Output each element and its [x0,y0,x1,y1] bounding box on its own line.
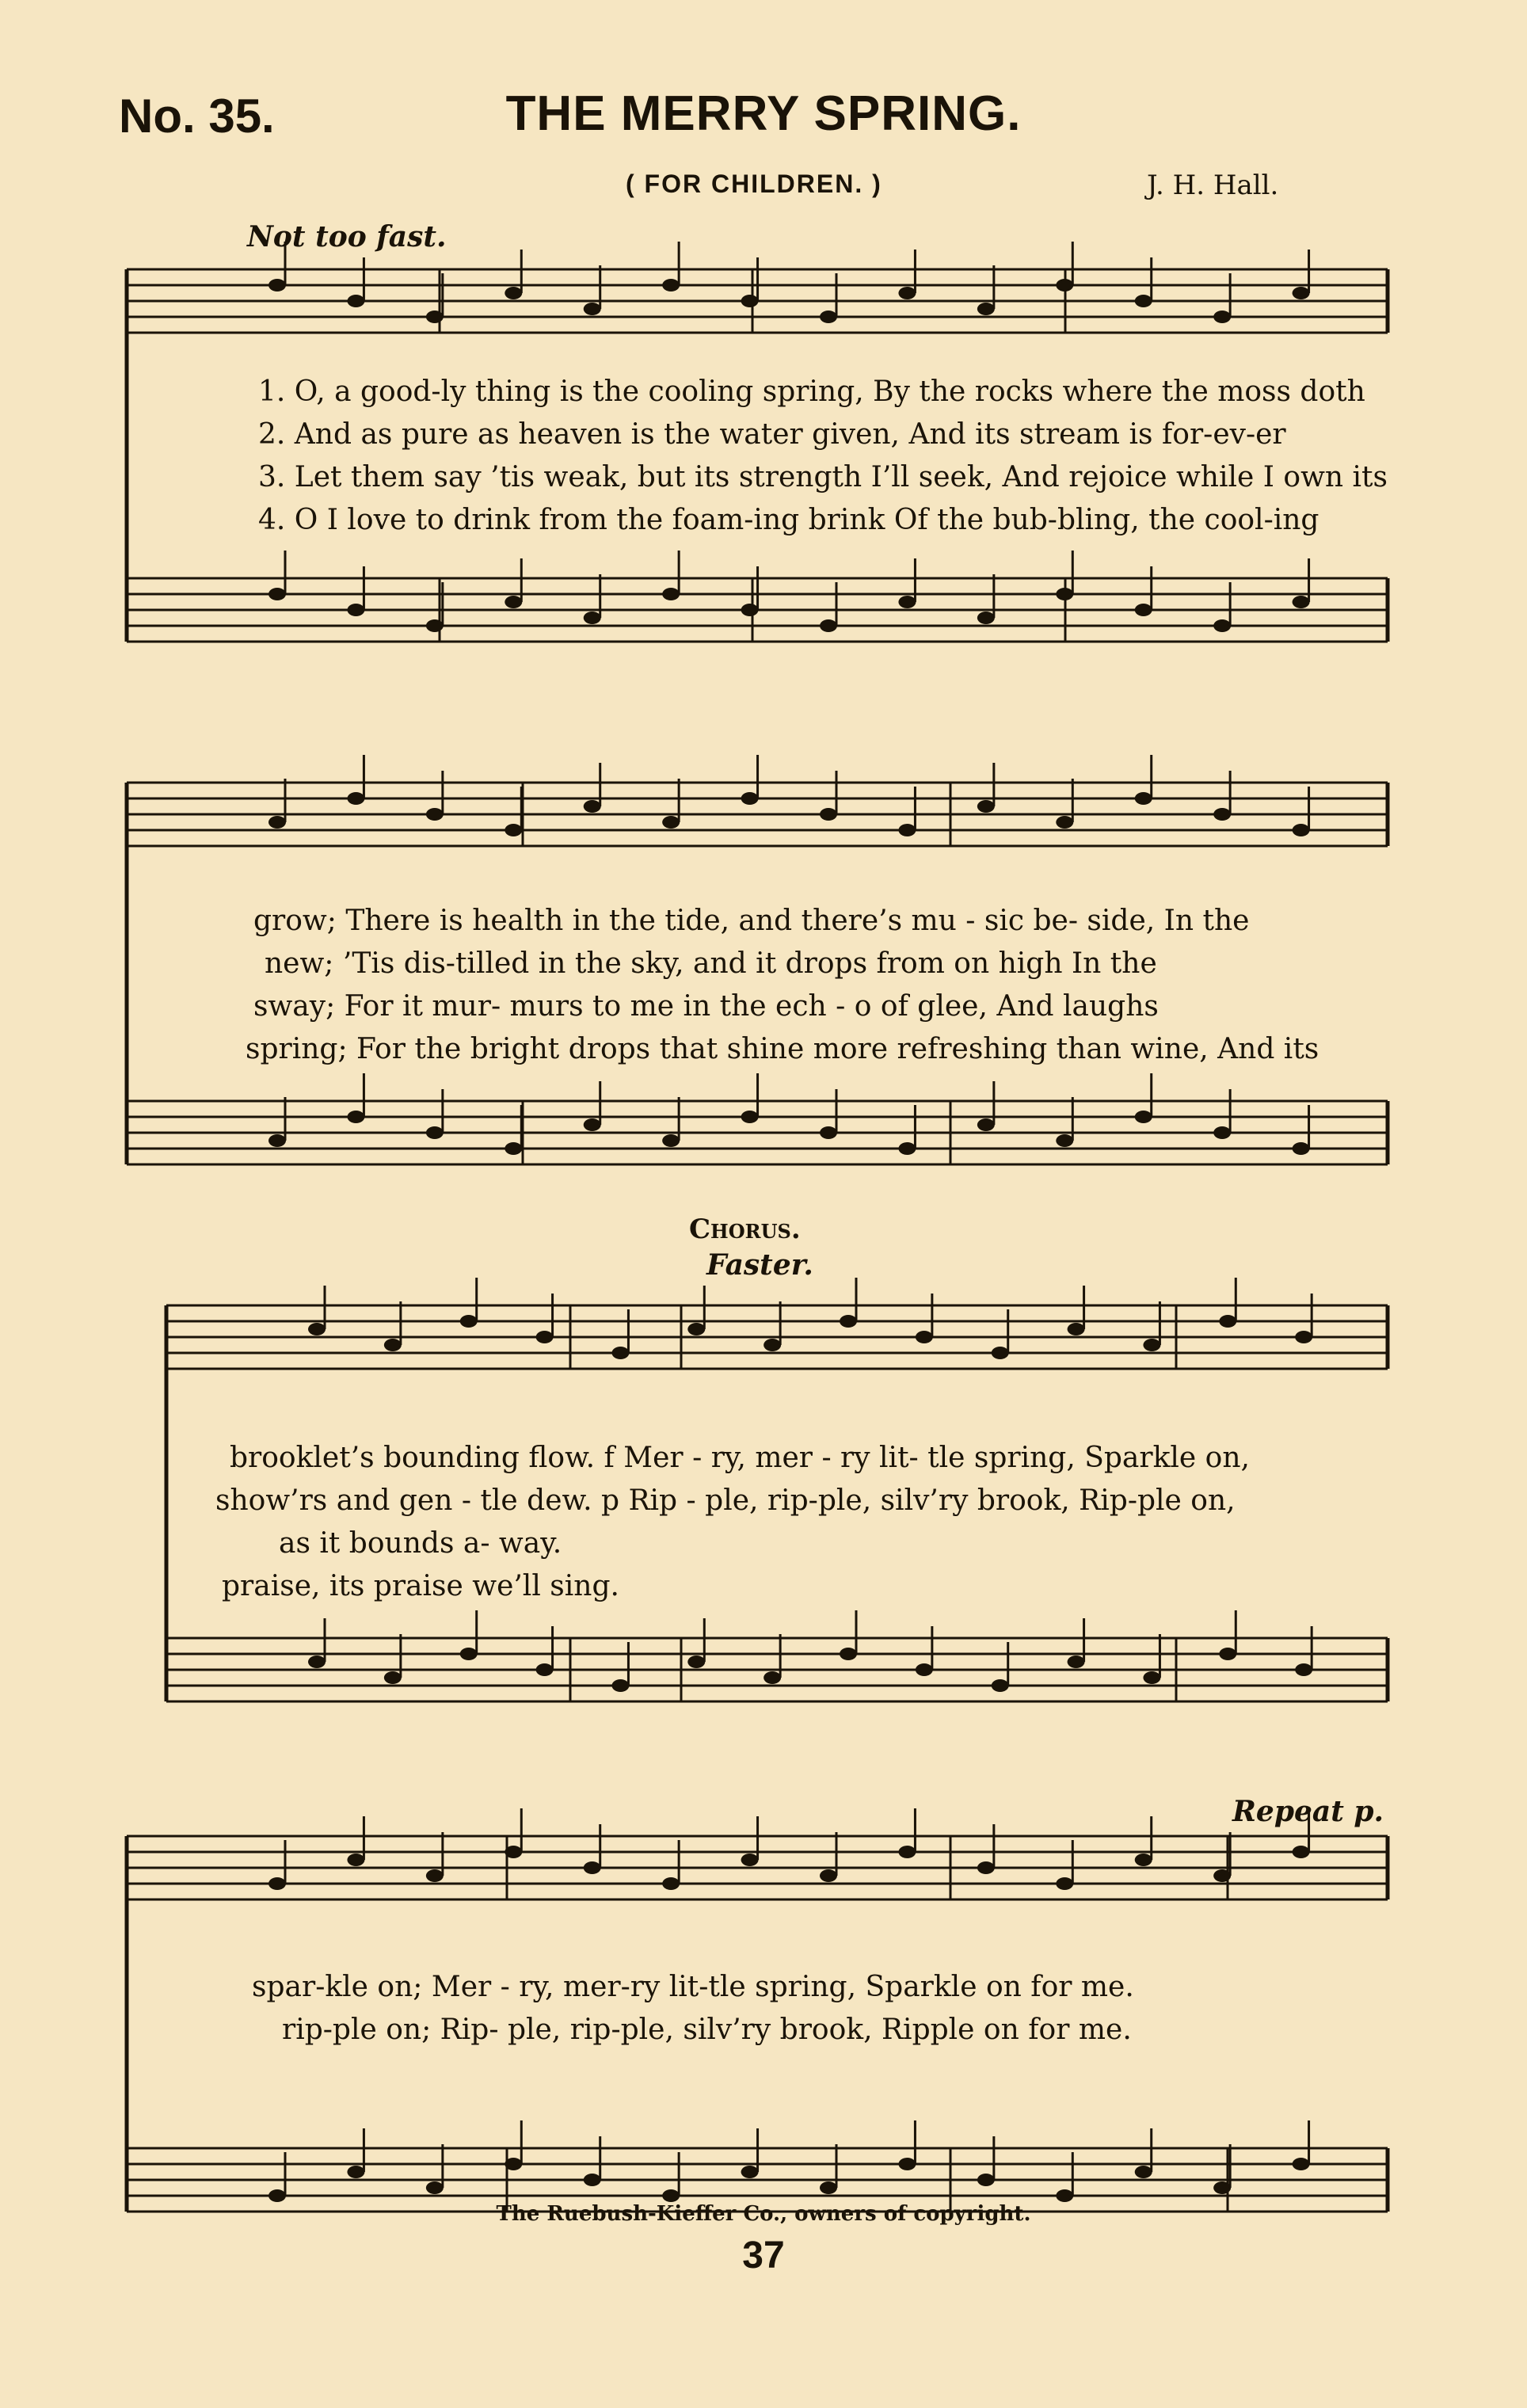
lyric-line: spar-kle on; Mer - ry, mer-ry lit-tle spring, Sparkle on for me. [252,1971,1134,2003]
lyric-line: praise, its praise we’ll sing. [222,1570,619,1602]
lyric-line: new; ’Tis dis-tilled in the sky, and it drops from on high In the [265,947,1157,980]
composer: J. H. Hall. [1147,170,1279,201]
lyric-line: as it bounds a- way. [279,1527,562,1560]
repeat-marking: Repeat p. [1232,1795,1384,1828]
lyric-line: 4. O I love to drink from the foam-ing brink Of the bub-bling, the cool-ing [258,504,1319,536]
lyric-line: sway; For it mur- murs to me in the ech - o of glee, And laughs [253,990,1159,1023]
lyric-line: 2. And as pure as heaven is the water given, And its stream is for-ev-er [258,418,1286,451]
lyric-line: rip-ple on; Rip- ple, rip-ple, silv’ry brook, Ripple on for me. [282,2014,1132,2046]
page-title: THE MERRY SPRING. [505,86,1022,141]
lyric-line: 1. O, a good-ly thing is the cooling spring, By the rocks where the moss doth [258,375,1365,408]
lyric-line: grow; There is health in the tide, and there’s mu - sic be- side, In the [253,905,1250,937]
chorus-tempo-marking: Faster. [706,1248,813,1282]
lyric-line: 3. Let them say ’tis weak, but its strength I’ll seek, And rejoice while I own its [258,461,1388,493]
tempo-marking: Not too fast. [247,220,447,253]
hymn-number: No. 35. [119,90,275,143]
lyric-line: spring; For the bright drops that shine more refreshing than wine, And its [246,1033,1319,1065]
copyright-notice: The Ruebush-Kieffer Co., owners of copyright. [496,2202,1031,2226]
lyric-line: brooklet’s bounding flow. f Mer - ry, mer - ry lit- tle spring, Sparkle on, [230,1442,1250,1474]
chorus-label: Chorus. [689,1214,801,1245]
page-number: 37 [742,2235,785,2277]
lyric-line: show’rs and gen - tle dew. p Rip - ple, rip-ple, silv’ry brook, Rip-ple on, [215,1484,1236,1517]
subtitle: ( FOR CHILDREN. ) [626,170,882,198]
